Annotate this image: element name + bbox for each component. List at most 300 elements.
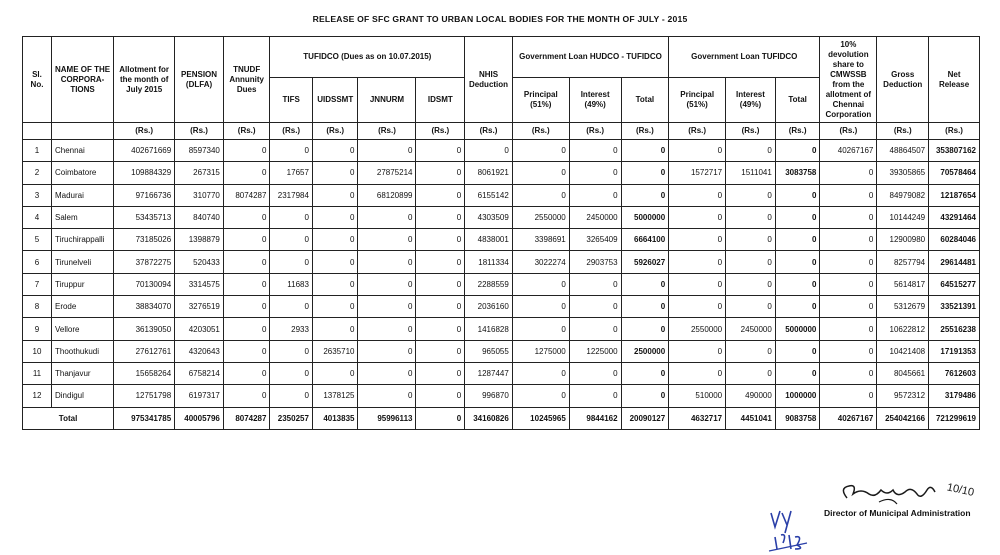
value-cell: 1275000 [512,340,569,362]
total-value-cell: 4013835 [312,407,358,429]
value-cell: 0 [416,251,465,273]
header-tifs: TIFS [270,78,312,123]
total-label: Total [23,407,114,429]
value-cell: 0 [775,362,820,384]
value-cell: 1398879 [175,229,224,251]
value-cell: 0 [512,318,569,340]
header-sl-no: Sl. No. [23,37,52,123]
value-cell: 0 [312,296,358,318]
header-principal-1: Principal (51%) [512,78,569,123]
unit-cell-empty [23,123,52,140]
value-cell: 29614481 [929,251,980,273]
handwritten-note: 10/10 [945,481,976,499]
value-cell: 33521391 [929,296,980,318]
total-value-cell: 0 [416,407,465,429]
signature-block [800,478,990,553]
value-cell: 0 [669,251,726,273]
value-cell: 0 [820,184,877,206]
value-cell: 0 [512,296,569,318]
unit-cell: (Rs.) [358,123,416,140]
table-row [23,162,980,184]
value-cell: 8074287 [223,184,270,206]
unit-cell: (Rs.) [621,123,669,140]
value-cell: 0 [726,340,776,362]
header-tufidco: TUFIDCO (Dues as on 10.07.2015) [270,37,465,78]
value-cell: 1378125 [312,385,358,407]
corporation-name-cell: Vellore [51,318,113,340]
value-cell: 0 [358,385,416,407]
value-cell: 3398691 [512,229,569,251]
total-row [23,407,980,429]
sl-no-cell: 6 [23,251,52,273]
value-cell: 6155142 [465,184,513,206]
value-cell: 0 [416,229,465,251]
corporation-name-cell: Madurai [51,184,113,206]
value-cell: 0 [270,340,312,362]
value-cell: 0 [775,273,820,295]
corporation-name-cell: Tiruppur [51,273,113,295]
value-cell: 43291464 [929,206,980,228]
value-cell: 0 [569,362,621,384]
header-loan-tufidco: Government Loan TUFIDCO [669,37,820,78]
value-cell: 5000000 [775,318,820,340]
sl-no-cell: 5 [23,229,52,251]
value-cell: 0 [270,385,312,407]
value-cell: 0 [312,229,358,251]
table-row [23,184,980,206]
unit-cell: (Rs.) [929,123,980,140]
value-cell: 0 [726,229,776,251]
value-cell: 0 [775,340,820,362]
value-cell: 0 [312,362,358,384]
value-cell: 37872275 [114,251,175,273]
sl-no-cell: 11 [23,362,52,384]
value-cell: 0 [270,229,312,251]
table-row [23,229,980,251]
value-cell: 0 [569,318,621,340]
value-cell: 2903753 [569,251,621,273]
unit-cell: (Rs.) [312,123,358,140]
value-cell: 1811334 [465,251,513,273]
value-cell: 0 [416,140,465,162]
value-cell: 0 [416,340,465,362]
total-value-cell: 9083758 [775,407,820,429]
value-cell: 353807162 [929,140,980,162]
total-value-cell: 9844162 [569,407,621,429]
value-cell: 6664100 [621,229,669,251]
value-cell: 0 [416,362,465,384]
unit-cell: (Rs.) [270,123,312,140]
value-cell: 0 [512,140,569,162]
value-cell: 0 [669,140,726,162]
value-cell: 9572312 [877,385,929,407]
value-cell: 73185026 [114,229,175,251]
value-cell: 965055 [465,340,513,362]
value-cell: 0 [820,340,877,362]
value-cell: 10421408 [877,340,929,362]
grant-release-table [22,36,980,430]
value-cell: 1416828 [465,318,513,340]
corporation-name-cell: Tirunelveli [51,251,113,273]
total-value-cell: 254042166 [877,407,929,429]
unit-cell: (Rs.) [512,123,569,140]
sl-no-cell: 3 [23,184,52,206]
value-cell: 0 [669,340,726,362]
value-cell: 4303509 [465,206,513,228]
value-cell: 38834070 [114,296,175,318]
value-cell: 0 [775,206,820,228]
value-cell: 1511041 [726,162,776,184]
value-cell: 0 [569,162,621,184]
value-cell: 15658264 [114,362,175,384]
total-value-cell: 721299619 [929,407,980,429]
table-body [23,140,980,430]
value-cell: 3083758 [775,162,820,184]
total-value-cell: 40005796 [175,407,224,429]
value-cell: 0 [312,206,358,228]
value-cell: 4838001 [465,229,513,251]
value-cell: 8045661 [877,362,929,384]
value-cell: 2450000 [726,318,776,340]
corporation-name-cell: Dindigul [51,385,113,407]
value-cell: 0 [358,206,416,228]
table-row [23,362,980,384]
value-cell: 490000 [726,385,776,407]
value-cell: 0 [512,184,569,206]
value-cell: 0 [669,273,726,295]
value-cell: 0 [512,385,569,407]
value-cell: 0 [775,184,820,206]
value-cell: 3179486 [929,385,980,407]
header-pension: PENSION (DLFA) [175,37,224,123]
value-cell: 0 [669,184,726,206]
value-cell: 7612603 [929,362,980,384]
value-cell: 97166736 [114,184,175,206]
value-cell: 0 [726,251,776,273]
value-cell: 2933 [270,318,312,340]
total-value-cell: 8074287 [223,407,270,429]
value-cell: 2450000 [569,206,621,228]
value-cell: 8597340 [175,140,224,162]
header-allotment: Allotment for the month of July 2015 [114,37,175,123]
value-cell: 0 [416,385,465,407]
value-cell: 0 [223,340,270,362]
header-tnudf: TNUDF Annunity Dues [223,37,270,123]
value-cell: 0 [569,273,621,295]
unit-cell: (Rs.) [223,123,270,140]
value-cell: 0 [669,206,726,228]
value-cell: 39305865 [877,162,929,184]
value-cell: 12187654 [929,184,980,206]
total-value-cell: 2350257 [270,407,312,429]
total-value-cell: 40267167 [820,407,877,429]
value-cell: 68120899 [358,184,416,206]
value-cell: 0 [820,385,877,407]
sl-no-cell: 7 [23,273,52,295]
table-row [23,318,980,340]
value-cell: 0 [669,296,726,318]
total-value-cell: 34160826 [465,407,513,429]
header-gross: Gross Deduction [877,37,929,123]
value-cell: 3265409 [569,229,621,251]
value-cell: 2635710 [312,340,358,362]
value-cell: 402671669 [114,140,175,162]
value-cell: 0 [726,184,776,206]
value-cell: 48864507 [877,140,929,162]
value-cell: 996870 [465,385,513,407]
value-cell: 0 [358,318,416,340]
value-cell: 0 [223,206,270,228]
header-idsmt: IDSMT [416,78,465,123]
header-interest-1: Interest (49%) [569,78,621,123]
value-cell: 0 [621,362,669,384]
unit-cell: (Rs.) [877,123,929,140]
value-cell: 3314575 [175,273,224,295]
unit-cell: (Rs.) [175,123,224,140]
value-cell: 0 [669,362,726,384]
value-cell: 12751798 [114,385,175,407]
value-cell: 0 [312,184,358,206]
sl-no-cell: 1 [23,140,52,162]
value-cell: 0 [312,251,358,273]
value-cell: 0 [726,273,776,295]
unit-cell: (Rs.) [669,123,726,140]
sl-no-cell: 10 [23,340,52,362]
value-cell: 1287447 [465,362,513,384]
total-value-cell: 10245965 [512,407,569,429]
value-cell: 0 [820,296,877,318]
total-value-cell: 4632717 [669,407,726,429]
value-cell: 8061921 [465,162,513,184]
value-cell: 267315 [175,162,224,184]
value-cell: 0 [465,140,513,162]
table-row [23,206,980,228]
value-cell: 0 [621,385,669,407]
value-cell: 0 [820,318,877,340]
value-cell: 0 [621,184,669,206]
value-cell: 0 [512,362,569,384]
value-cell: 0 [358,362,416,384]
value-cell: 84979082 [877,184,929,206]
value-cell: 1225000 [569,340,621,362]
signature [835,478,985,510]
value-cell: 0 [223,385,270,407]
value-cell: 6197317 [175,385,224,407]
value-cell: 0 [621,273,669,295]
value-cell: 0 [726,296,776,318]
value-cell: 0 [416,273,465,295]
value-cell: 0 [223,162,270,184]
value-cell: 310770 [175,184,224,206]
header-principal-2: Principal (51%) [669,78,726,123]
value-cell: 0 [223,273,270,295]
value-cell: 0 [270,140,312,162]
value-cell: 0 [512,273,569,295]
value-cell: 0 [358,140,416,162]
value-cell: 3022274 [512,251,569,273]
document-title: RELEASE OF SFC GRANT TO URBAN LOCAL BODIES FOR THE MONTH OF JULY - 2015 [312,14,688,24]
corporation-name-cell: Coimbatore [51,162,113,184]
total-value-cell: 4451041 [726,407,776,429]
value-cell: 0 [569,184,621,206]
value-cell: 0 [312,140,358,162]
value-cell: 0 [621,140,669,162]
value-cell: 0 [512,162,569,184]
value-cell: 0 [820,206,877,228]
header-name: NAME OF THE CORPORA-TIONS [51,37,113,123]
unit-cell: (Rs.) [416,123,465,140]
unit-cell: (Rs.) [820,123,877,140]
value-cell: 0 [775,296,820,318]
value-cell: 0 [820,273,877,295]
value-cell: 0 [312,273,358,295]
header-devolution: 10% devolution share to CMWSSB from the allotment of Chennai Corporation [820,37,877,123]
value-cell: 40267167 [820,140,877,162]
total-value-cell: 975341785 [114,407,175,429]
value-cell: 0 [223,229,270,251]
header-total-1: Total [621,78,669,123]
value-cell: 25516238 [929,318,980,340]
value-cell: 0 [416,206,465,228]
value-cell: 60284046 [929,229,980,251]
value-cell: 0 [223,251,270,273]
value-cell: 70130094 [114,273,175,295]
value-cell: 0 [270,296,312,318]
value-cell: 510000 [669,385,726,407]
corporation-name-cell: Salem [51,206,113,228]
value-cell: 0 [223,318,270,340]
header-nhis: NHIS Deduction [465,37,513,123]
value-cell: 0 [621,296,669,318]
value-cell: 0 [312,318,358,340]
value-cell: 0 [270,206,312,228]
value-cell: 0 [223,296,270,318]
value-cell: 0 [669,229,726,251]
value-cell: 2036160 [465,296,513,318]
value-cell: 1572717 [669,162,726,184]
value-cell: 6758214 [175,362,224,384]
sl-no-cell: 12 [23,385,52,407]
unit-row [23,123,980,140]
table-row [23,385,980,407]
value-cell: 0 [270,251,312,273]
value-cell: 0 [569,385,621,407]
table-row [23,296,980,318]
value-cell: 0 [223,140,270,162]
value-cell: 0 [416,296,465,318]
value-cell: 11683 [270,273,312,295]
value-cell: 27612761 [114,340,175,362]
value-cell: 0 [726,362,776,384]
value-cell: 12900980 [877,229,929,251]
header-jnnurm: JNNURM [358,78,416,123]
value-cell: 0 [775,229,820,251]
value-cell: 2550000 [669,318,726,340]
value-cell: 0 [775,251,820,273]
header-net: Net Release [929,37,980,123]
value-cell: 0 [358,273,416,295]
value-cell: 0 [569,140,621,162]
value-cell: 2500000 [621,340,669,362]
unit-cell-empty [51,123,113,140]
table-row [23,140,980,162]
header-total-2: Total [775,78,820,123]
value-cell: 8257794 [877,251,929,273]
value-cell: 0 [416,318,465,340]
value-cell: 0 [223,362,270,384]
value-cell: 0 [621,162,669,184]
sl-no-cell: 2 [23,162,52,184]
value-cell: 5926027 [621,251,669,273]
value-cell: 0 [312,162,358,184]
header-interest-2: Interest (49%) [726,78,776,123]
value-cell: 3276519 [175,296,224,318]
value-cell: 0 [820,229,877,251]
value-cell: 0 [358,229,416,251]
corporation-name-cell: Thoothukudi [51,340,113,362]
total-value-cell: 95996113 [358,407,416,429]
value-cell: 0 [416,162,465,184]
corporation-name-cell: Erode [51,296,113,318]
value-cell: 5312679 [877,296,929,318]
header-uidssmt: UIDSSMT [312,78,358,123]
value-cell: 2288559 [465,273,513,295]
value-cell: 0 [358,340,416,362]
table-row [23,273,980,295]
value-cell: 0 [775,140,820,162]
table-row [23,251,980,273]
value-cell: 36139050 [114,318,175,340]
value-cell: 0 [621,318,669,340]
value-cell: 64515277 [929,273,980,295]
value-cell: 0 [358,296,416,318]
value-cell: 0 [270,362,312,384]
designation-label: Director of Municipal Administration [824,508,971,518]
value-cell: 5614817 [877,273,929,295]
value-cell: 0 [820,251,877,273]
value-cell: 5000000 [621,206,669,228]
value-cell: 10144249 [877,206,929,228]
value-cell: 2550000 [512,206,569,228]
header-loan-hudco: Government Loan HUDCO - TUFIDCO [512,37,668,78]
value-cell: 0 [358,251,416,273]
value-cell: 109884329 [114,162,175,184]
value-cell: 4203051 [175,318,224,340]
value-cell: 0 [820,162,877,184]
value-cell: 17191353 [929,340,980,362]
unit-cell: (Rs.) [726,123,776,140]
unit-cell: (Rs.) [775,123,820,140]
value-cell: 70578464 [929,162,980,184]
value-cell: 1000000 [775,385,820,407]
unit-cell: (Rs.) [114,123,175,140]
value-cell: 53435713 [114,206,175,228]
value-cell: 520433 [175,251,224,273]
sl-no-cell: 4 [23,206,52,228]
value-cell: 0 [726,206,776,228]
table-row [23,340,980,362]
total-value-cell: 20090127 [621,407,669,429]
value-cell: 4320643 [175,340,224,362]
value-cell: 10622812 [877,318,929,340]
value-cell: 2317984 [270,184,312,206]
corporation-name-cell: Thanjavur [51,362,113,384]
value-cell: 0 [569,296,621,318]
unit-cell: (Rs.) [569,123,621,140]
unit-cell: (Rs.) [465,123,513,140]
corporation-name-cell: Tiruchirappalli [51,229,113,251]
value-cell: 0 [726,140,776,162]
